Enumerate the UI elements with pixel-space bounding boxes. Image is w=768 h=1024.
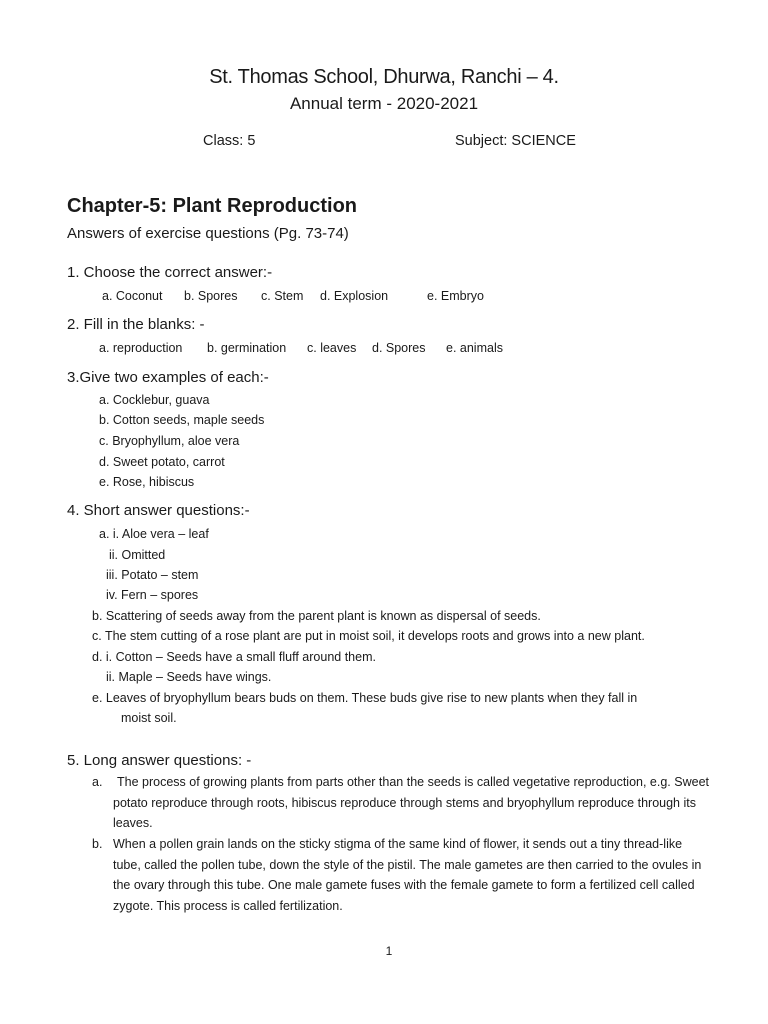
q1-answer-d: d. Explosion (320, 289, 389, 303)
q4-e-line2: moist soil. (121, 711, 177, 725)
q1-answer-e: e. Embryo (427, 289, 484, 303)
q4-c: c. The stem cutting of a rose plant are put in moist soil, it develops roots and grows into a new plant. (92, 629, 645, 643)
question-2-heading: 2. Fill in the blanks: - (67, 316, 205, 333)
q4-d-ii: ii. Maple – Seeds have wings. (106, 670, 272, 684)
q5-a-text: The process of growing plants from parts other than the seeds is called vegetative reproduction, e.g. Sweet potato reproduce through roots, hibiscus reproduce through stems and bryophyllum reproduce through its leaves. (113, 775, 709, 831)
q3-item-b: b. Cotton seeds, maple seeds (99, 413, 265, 427)
q3-item-a: a. Cocklebur, guava (99, 393, 210, 407)
q4-d-i: d. i. Cotton – Seeds have a small fluff around them. (92, 650, 376, 664)
q4-a-iv: iv. Fern – spores (106, 588, 199, 602)
q4-e-line1: e. Leaves of bryophyllum bears buds on them. These buds give rise to new plants when they fall in (92, 691, 638, 705)
q4-a-iii: iii. Potato – stem (106, 568, 199, 582)
q5-a-label: a. (92, 775, 103, 789)
q3-item-c: c. Bryophyllum, aloe vera (99, 434, 240, 448)
question-1-heading: 1. Choose the correct answer:- (67, 264, 273, 281)
question-5-heading: 5. Long answer questions: - (67, 752, 252, 769)
q1-answer-c: c. Stem (261, 289, 304, 303)
q4-a-ii: ii. Omitted (109, 548, 166, 562)
term-title: Annual term - 2020-2021 (289, 94, 479, 113)
chapter-subtitle: Answers of exercise questions (Pg. 73-74) (67, 225, 349, 242)
page-number: 1 (385, 944, 393, 958)
q3-item-e: e. Rose, hibiscus (99, 475, 195, 489)
subject-label: Subject: SCIENCE (455, 133, 576, 149)
chapter-title: Chapter-5: Plant Reproduction (67, 195, 358, 217)
q4-a-i: a. i. Aloe vera – leaf (99, 527, 209, 541)
q1-answer-b: b. Spores (184, 289, 238, 303)
question-4-heading: 4. Short answer questions:- (67, 502, 250, 519)
question-3-heading: 3.Give two examples of each:- (67, 369, 269, 386)
q2-answer-e: e. animals (446, 341, 503, 355)
q2-answer-a: a. reproduction (99, 341, 183, 355)
school-name: St. Thomas School, Dhurwa, Ranchi – 4. (209, 66, 559, 88)
q5-b-label: b. (92, 837, 103, 851)
q5-b-text: When a pollen grain lands on the sticky stigma of the same kind of flower, it sends out a tiny thread-like tube, called the pollen tube, down the style of the pistil. The male gametes are then carried to the ovules in the ovary through this tube. One male gamete fuses with the female gamete to form a fertilized cell called zygote. This process is called fertilization. (113, 837, 702, 914)
class-label: Class: 5 (203, 133, 256, 149)
q3-item-d: d. Sweet potato, carrot (99, 455, 225, 469)
q2-answer-c: c. leaves (307, 341, 357, 355)
q2-answer-d: d. Spores (372, 341, 426, 355)
q2-answer-b: b. germination (207, 341, 287, 355)
q1-answer-a: a. Coconut (102, 289, 163, 303)
q4-b: b. Scattering of seeds away from the parent plant is known as dispersal of seeds. (92, 609, 541, 623)
